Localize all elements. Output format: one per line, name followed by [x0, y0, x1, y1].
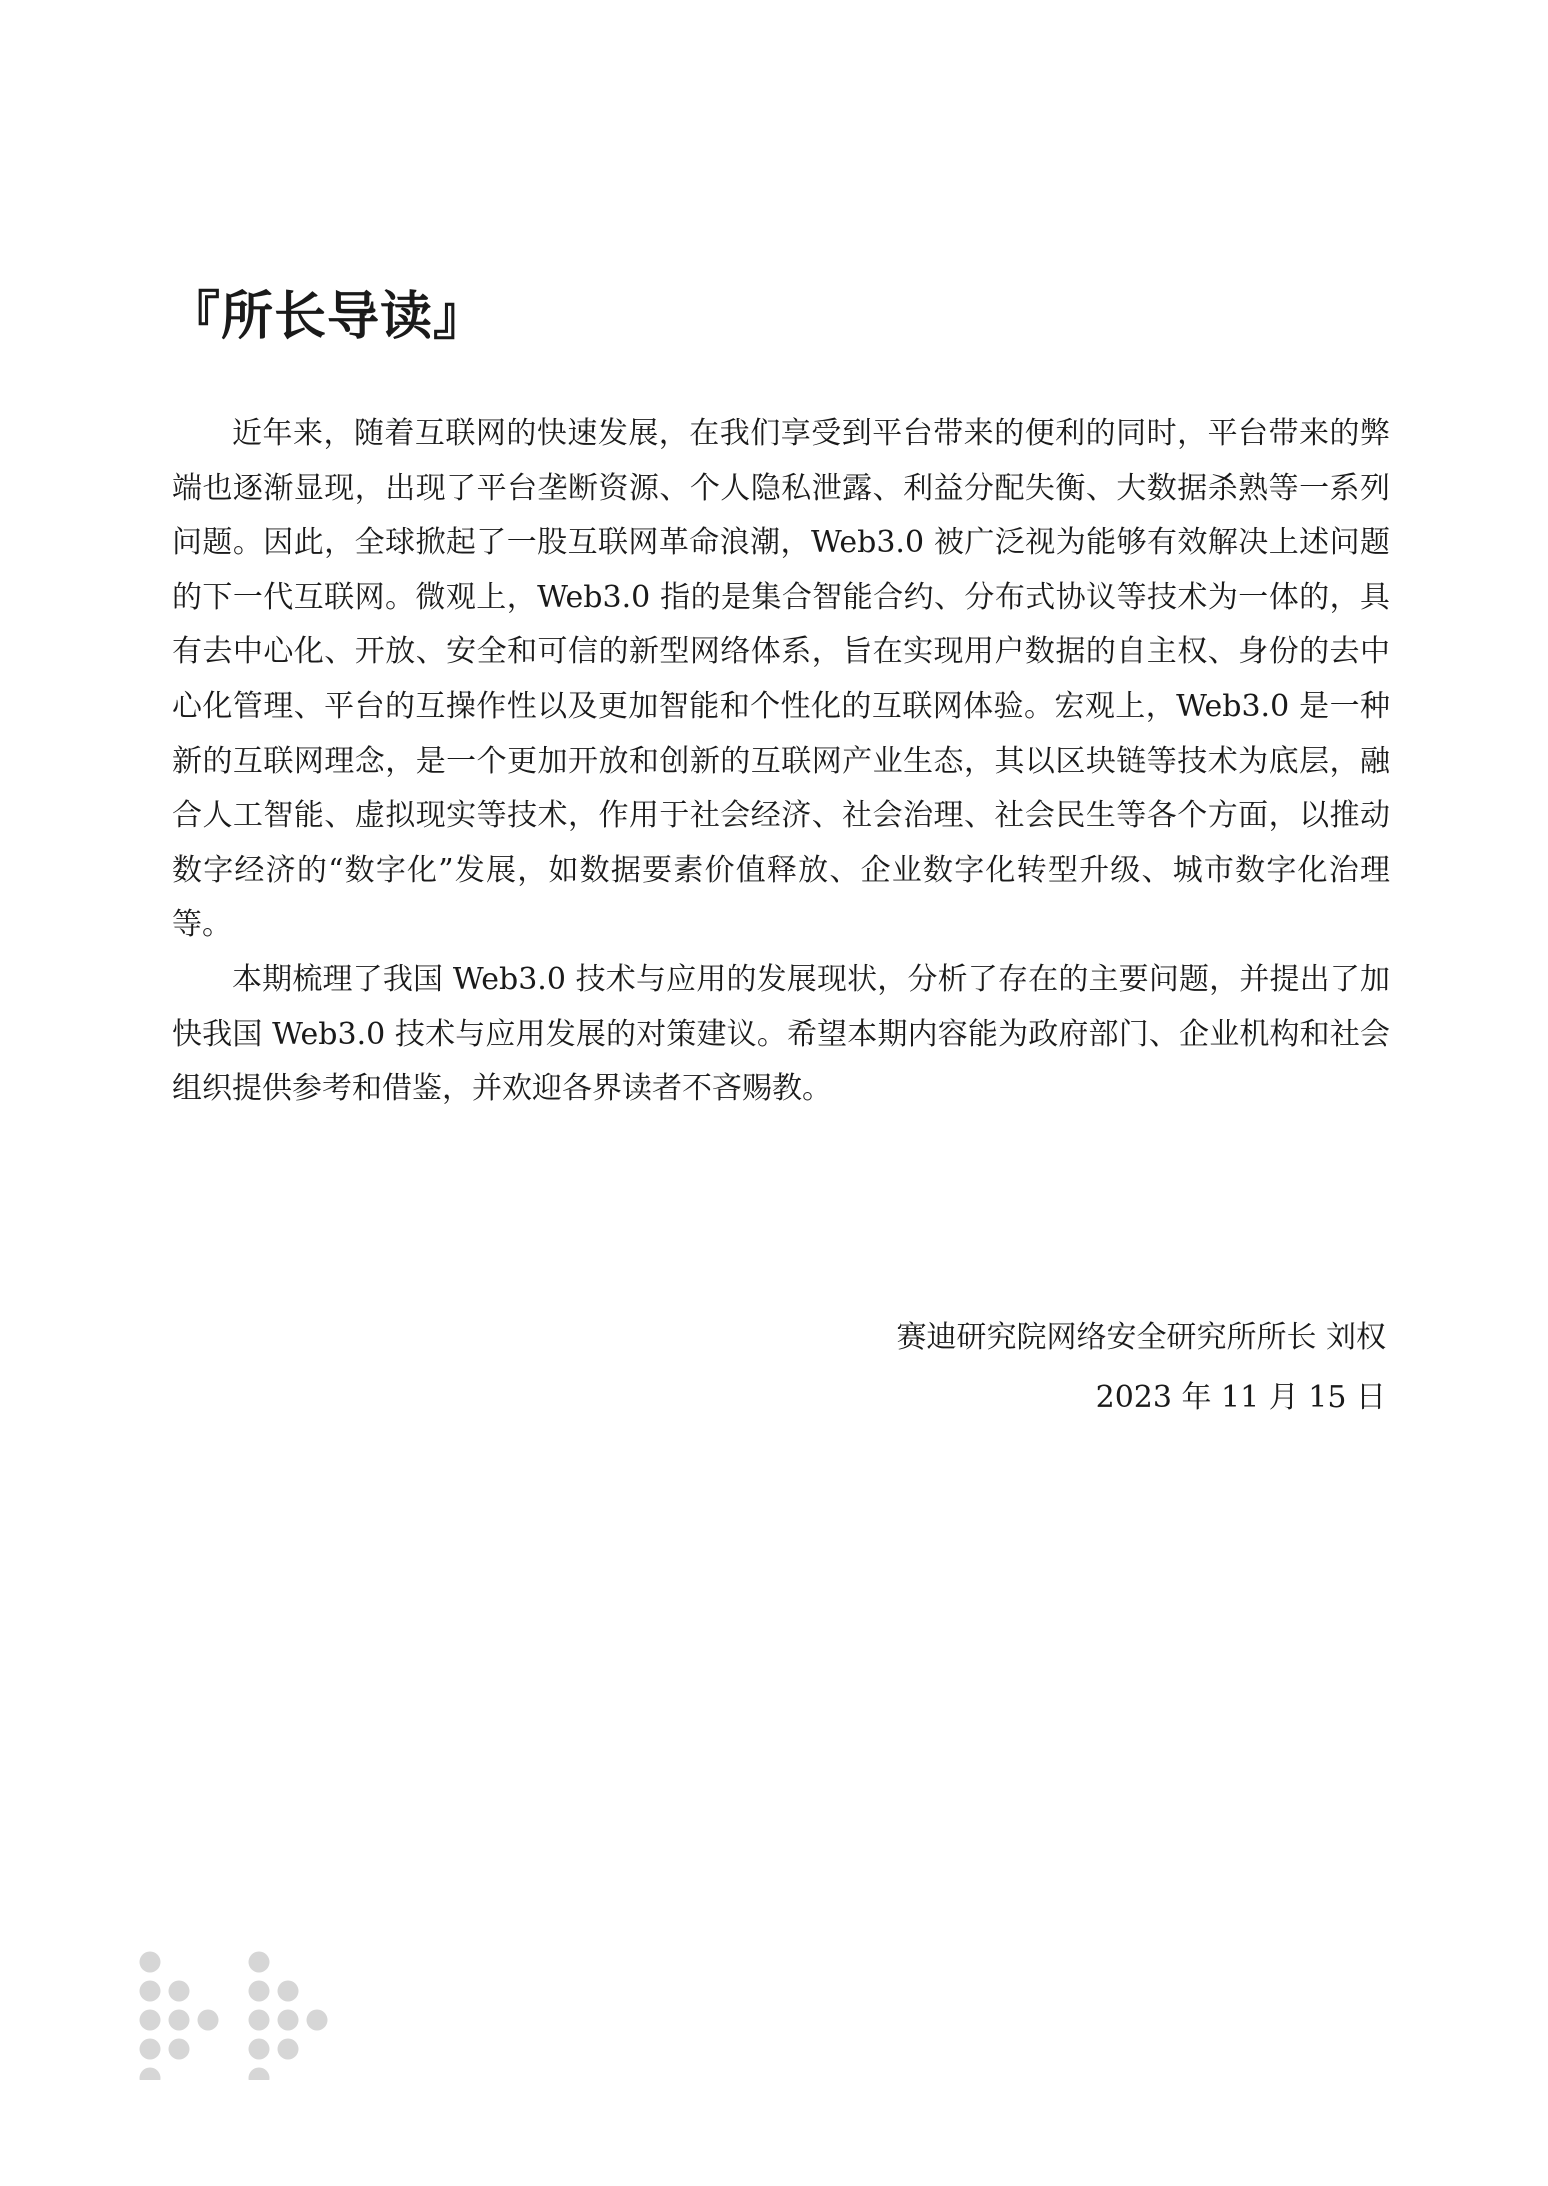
paragraph: 本期梳理了我国 Web3.0 技术与应用的发展现状，分析了存在的主要问题，并提出了加快我国 Web3.0 技术与应用发展的对策建议。希望本期内容能为政府部门、企业机构和社会组织提供参考和借鉴，并欢迎各界读者不吝赐教。 [172, 961, 1390, 1107]
paragraph: 近年来，随着互联网的快速发展，在我们享受到平台带来的便利的同时，平台带来的弊端也逐渐显现，出现了平台垄断资源、个人隐私泄露、利益分配失衡、大数据杀熟等一系列问题。因此，全球掀起了一股互联网革命浪潮，Web3.0 被广泛视为能够有效解决上述问题的下一代互联网。微观上，Web3.0 指的是集合智能合约、分布式协议等技术为一体的，具有去中心化、开放、安全和可信的新型网络体系，旨在实现用户数据的自主权、身份的去中心化管理、平台的互操作性以及更加智能和个性化的互联网体验。宏观上，Web3.0 是一种新的互联网理念，是一个更加开放和创新的互联网产业生态，其以区块链等技术为底层，融合人工智能、虚拟现实等技术，作用于社会经济、社会治理、社会民生等各个方面，以推动数字经济的“数字化”发展，如数据要素价值释放、企业数字化转型升级、城市数字化治理等。 [172, 416, 1390, 943]
signature-block [896, 1308, 1386, 1428]
page-title: 『所长导读』 [168, 287, 487, 347]
signature-author: 赛迪研究院网络安全研究所所长 刘权 [896, 1320, 1386, 1355]
dot-pattern-logo-icon [138, 1950, 338, 2080]
signature-date: 2023 年 11 月 15 日 [1095, 1380, 1386, 1415]
body-text [172, 407, 1390, 1117]
